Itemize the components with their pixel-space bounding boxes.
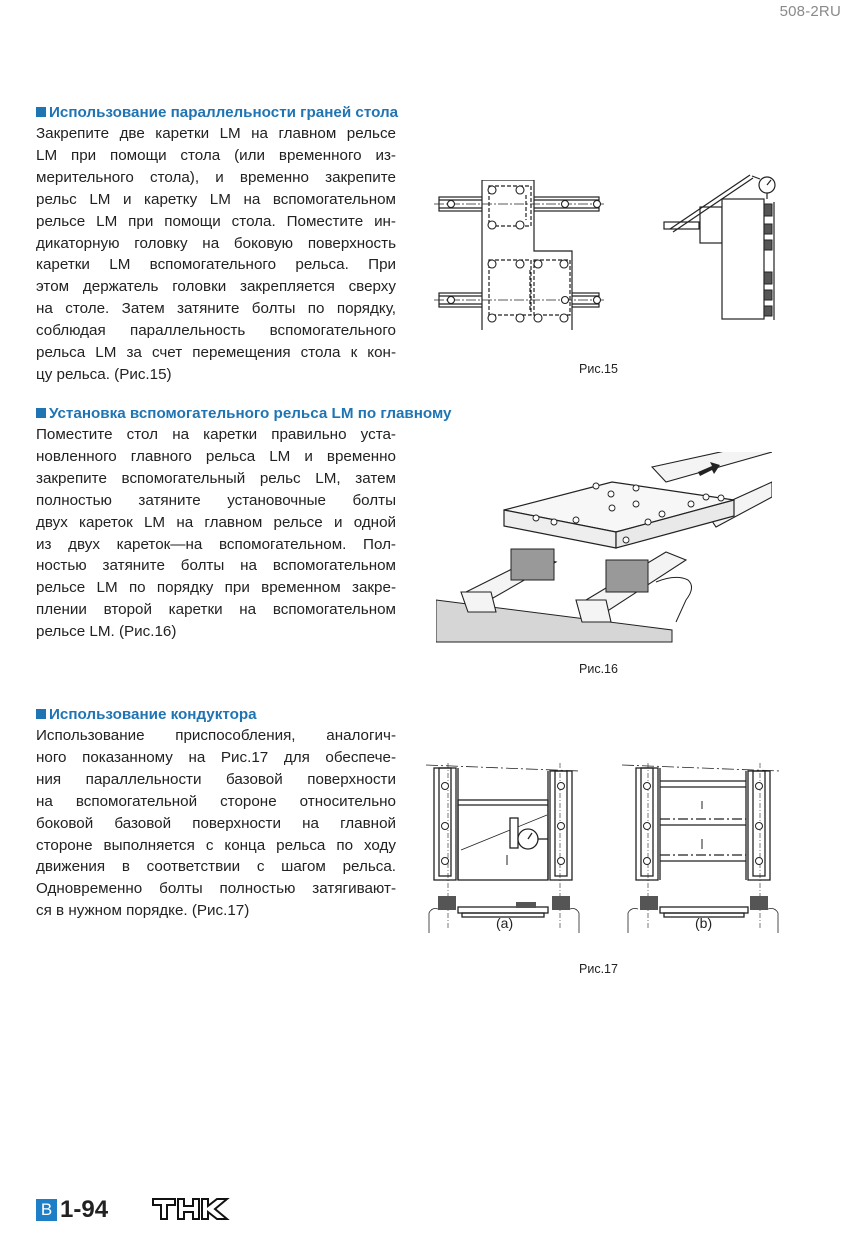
section-paragraph — [36, 123, 396, 386]
figure-17-caption: Рис.17 — [579, 962, 618, 976]
figure-17b-jig-bars — [620, 763, 782, 933]
text-line: плении второй каретки на вспомогательном — [36, 601, 396, 619]
text-line: рельсе LM по порядку при временном закре- — [36, 579, 396, 597]
text-line: движения в соответствии с шагом рельса. — [36, 858, 396, 876]
section-heading — [36, 404, 452, 424]
section-heading — [36, 705, 396, 725]
text-line: мерительного стола), и временно закрепите — [36, 168, 396, 186]
section-paragraph — [36, 424, 396, 643]
text-line: соблюдая параллельность вспомогательного — [36, 322, 396, 340]
text-line: ся в нужном порядке. (Рис.17) — [36, 902, 250, 920]
text-line: на столе. Затем затяните болты по порядку, — [36, 300, 396, 318]
text-line: ния параллельности базовой поверхности — [36, 770, 396, 788]
figure-15-caption: Рис.15 — [579, 362, 618, 376]
section-heading-text: Использование параллельности граней стола — [49, 104, 399, 121]
section-aux-rail-install — [36, 404, 452, 643]
text-line: рельсе LM. (Рис.16) — [36, 623, 177, 641]
text-line: полностью затяните установочные болты — [36, 491, 396, 509]
figure-17a-jig-dial — [424, 763, 584, 933]
text-line: закрепите вспомогательный рельс LM, затем — [36, 469, 396, 487]
text-line: этом держатель головки закрепляется сверху — [36, 278, 396, 296]
text-line: рельс LM и каретку LM на вспомогательном — [36, 190, 396, 208]
thk-logo-icon — [151, 1196, 231, 1222]
text-line: из двух кареток—на вспомогательном. Пол- — [36, 535, 396, 553]
text-line: каретки LM вспомогательного рельса. При — [36, 256, 396, 274]
text-line: Использование приспособления, аналогич- — [36, 727, 396, 744]
figure-15-side-view — [660, 172, 780, 322]
text-line: цу рельса. (Рис.15) — [36, 365, 172, 383]
text-line: на вспомогательной стороне относительно — [36, 792, 396, 810]
figure-15-top-view — [434, 180, 604, 330]
section-paragraph — [36, 725, 396, 922]
square-bullet-icon — [36, 709, 46, 719]
text-line: рельсе LM при помощи стола. Поместите ин- — [36, 212, 396, 230]
figure-16-caption: Рис.16 — [579, 662, 618, 676]
text-line: стороне выполняется с конца рельса по ходу — [36, 836, 396, 854]
document-code: 508-2RU — [779, 3, 841, 20]
text-line: Одновременно болты полностью затягивают- — [36, 880, 396, 898]
text-line: LM при помощи стола (или временного из- — [36, 146, 396, 164]
page-number-block — [36, 1196, 108, 1224]
square-bullet-icon — [36, 107, 46, 117]
figure-16-isometric — [436, 452, 772, 644]
section-heading-text: Установка вспомогательного рельса LM по главному — [49, 405, 452, 422]
text-line: двух кареток LM на главном рельсе и одной — [36, 513, 396, 531]
page-number: 1-94 — [60, 1196, 109, 1223]
section-heading-text: Использование кондуктора — [49, 706, 257, 723]
section-badge: B — [36, 1199, 57, 1221]
text-line: боковой базовой поверхности на главной — [36, 814, 396, 832]
text-line: ностью затяните болты на вспомогательном — [36, 557, 396, 575]
section-heading — [36, 103, 399, 123]
text-line: новленного главного рельса LM и временно — [36, 447, 396, 465]
text-line: Поместите стол на каретки правильно уста- — [36, 426, 396, 443]
text-line: Закрепите две каретки LM на главном рельсе — [36, 125, 396, 142]
text-line: рельса LM за счет перемещения стола к кон- — [36, 344, 396, 362]
figure-17a-label: (a) — [496, 915, 514, 931]
figure-17b-label: (b) — [695, 915, 713, 931]
text-line: ного показанному на Рис.17 для обеспече- — [36, 748, 396, 766]
section-table-parallelism — [36, 103, 399, 386]
section-jig-usage — [36, 705, 396, 922]
text-line: дикаторную головку на боковую поверхность — [36, 234, 396, 252]
square-bullet-icon — [36, 408, 46, 418]
